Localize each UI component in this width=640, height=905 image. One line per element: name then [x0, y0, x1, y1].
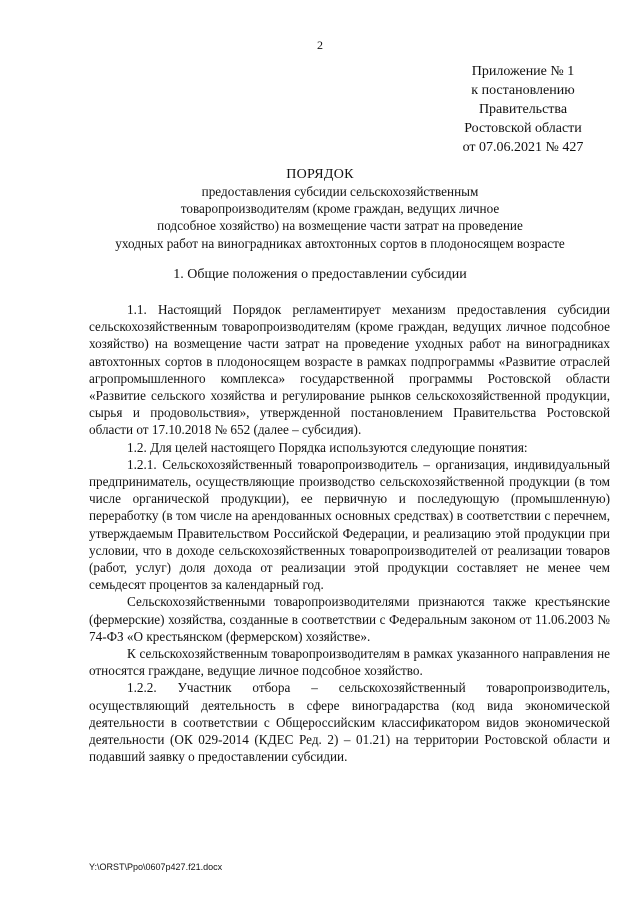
- appendix-line: Правительства: [478, 102, 568, 117]
- subtitle-line: уходных работ на виноградниках автохтонных сортов в плодоносящем возрасте: [115, 235, 565, 251]
- paragraph-1-1: 1.1. Настоящий Порядок регламентирует механизм предоставления субсидии сельскохозяйственным товаропроизводителям (кроме граждан, ведущих личное подсобное хозяйство) на возмещение части затрат на проведение уходных работ на виноградниках автохтонных сортов в плодоносящем возрасте в рамках подпрограммы «Развитие отраслей агропромышленного комплекса» государственной программы Ростовской области «Развитие сельского хозяйства и регулирование рынков сельскохозяйственной продукции, сырья и продовольствия», утвержденной постановлением Правительства Ростовской области от 17.10.2018 № 652 (далее – субсидия).: [89, 302, 610, 438]
- appendix-line: Ростовской области: [464, 121, 582, 136]
- paragraph-1-2: 1.2. Для целей настоящего Порядка используются следующие понятия:: [127, 439, 528, 455]
- appendix-block: [448, 62, 598, 157]
- appendix-line: Приложение № 1: [471, 64, 575, 79]
- paragraph-exclusion: К сельскохозяйственным товаропроизводителям в рамках указанного направления не относятся граждане, ведущие личное подсобное хозяйство.: [89, 646, 610, 679]
- page-number: 2: [317, 38, 323, 52]
- subtitle-line: подсобное хозяйство) на возмещение части затрат на проведение: [157, 218, 523, 234]
- paragraph-farmers: Сельскохозяйственными товаропроизводителями признаются также крестьянские (фермерские) хозяйства, созданные в соответствии с Федеральным законом от 11.06.2003 № 74-ФЗ «О крестьянском (фермерском) хозяйстве».: [89, 594, 610, 644]
- appendix-line: от 07.06.2021 № 427: [462, 140, 584, 155]
- document-title: ПОРЯДОК: [286, 167, 354, 182]
- section-heading: 1. Общие положения о предоставлении субсидии: [173, 267, 467, 282]
- paragraph-1-2-2: 1.2.2. Участник отбора – сельскохозяйственный товаропроизводитель, осуществляющий деятельность в сфере виноградарства (код вида экономической деятельности в соответствии с Общероссийским классификатором видов экономической деятельности (ОК 029-2014 (КДЕС Ред. 2) – 01.21) на территории Ростовской области и подавший заявку о предоставлении субсидии.: [89, 680, 610, 765]
- footer-file-path: Y:\ORST\Ppo\0607p427.f21.docx: [89, 862, 223, 872]
- subtitle-line: товаропроизводителям (кроме граждан, ведущих личное: [180, 201, 500, 217]
- subtitle-line: предоставления субсидии сельскохозяйственным: [201, 184, 479, 199]
- document-body: [89, 301, 610, 765]
- document-subtitle: [60, 183, 620, 252]
- paragraph-1-2-1: 1.2.1. Сельскохозяйственный товаропроизводитель – организация, индивидуальный предприниматель, осуществляющие производство сельскохозяйственной продукции (в том числе органической продукции), ее первичную и последующую (промышленную) переработку (в том числе на арендованных основных средствах) в соответствии с перечнем, утверждаемым Правительством Российской Федерации, и реализацию этой продукции при условии, что в доходе сельскохозяйственных товаропроизводителей от реализации товаров (работ, услуг) доля дохода от реализации этой продукции составляет не менее чем семьдесят процентов за календарный год.: [89, 456, 610, 593]
- appendix-line: к постановлению: [471, 83, 575, 98]
